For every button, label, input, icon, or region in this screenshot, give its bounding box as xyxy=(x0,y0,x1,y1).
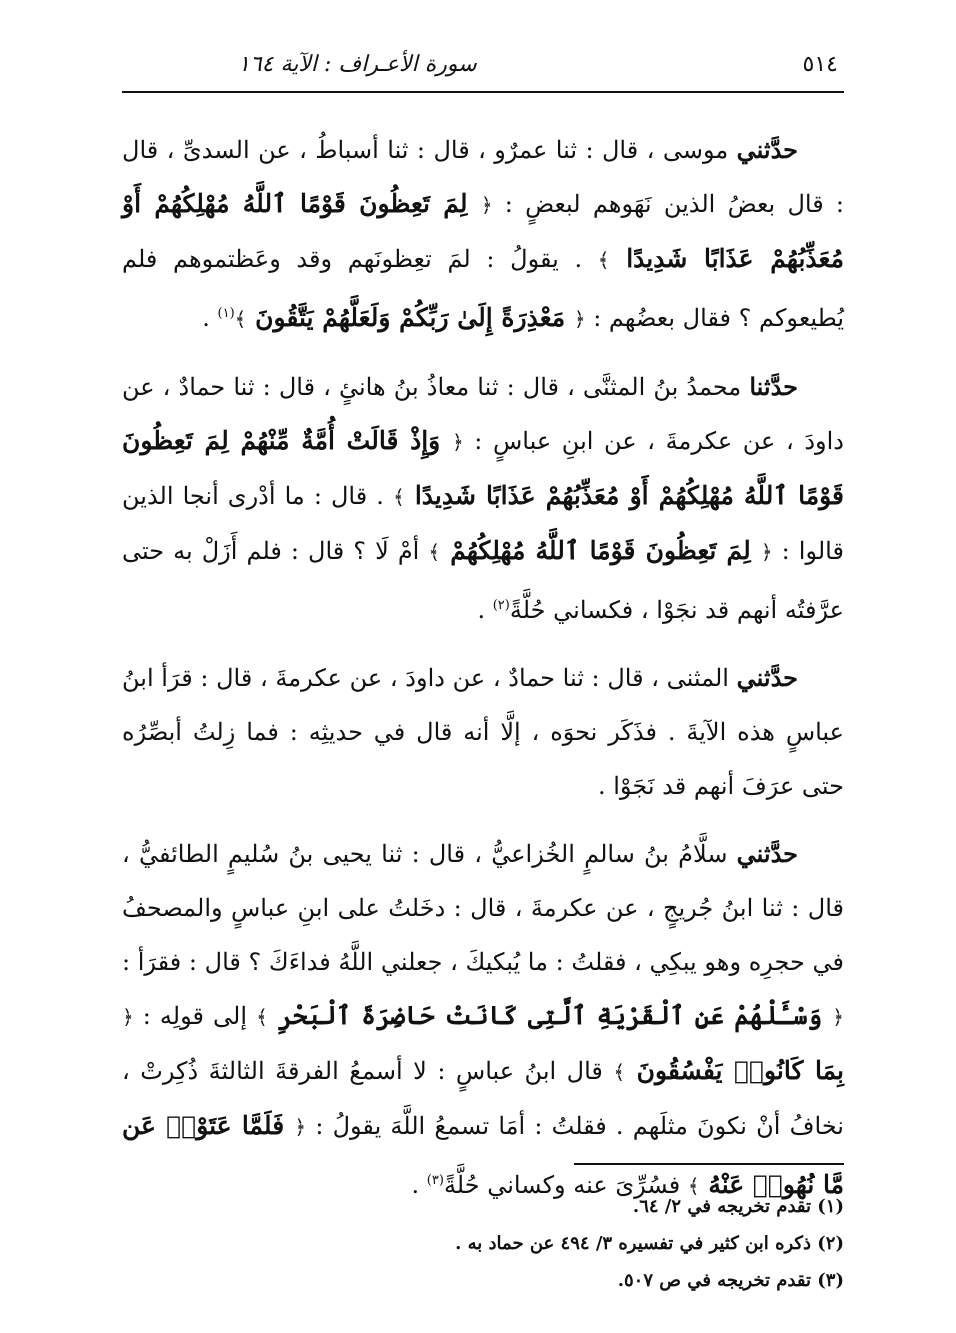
isnad-lead: حدَّثني xyxy=(736,135,798,164)
paragraph-text: فسُرِّىَ عنه وكساني حُلَّةً xyxy=(443,1171,688,1199)
ayah-text: وَإِذْ قَالَتْ أُمَّةٌ مِّنْهُمْ لِمَ تَعِظُونَ قَوْمًا ٱللَّهُ مُهْلِكُهُمْ أَوْ مُعَذِّبُهُمْ عَذَابًا شَدِيدًا xyxy=(122,426,844,510)
paragraph-text: . xyxy=(411,1171,427,1199)
ayah-text: لِمَ تَعِظُونَ قَوْمًا ٱللَّهُ مُهْلِكُهُمْ أَوْ مُعَذِّبُهُمْ عَذَابًا شَدِيدًا xyxy=(122,189,844,273)
ornate-bracket-close: ﴾ xyxy=(687,1174,700,1198)
footnote-ref: (١) xyxy=(217,306,235,321)
ornate-bracket-close: ﴾ xyxy=(256,1005,268,1029)
hadith-paragraph-4 xyxy=(122,827,844,1213)
footnote-2: (٢) ذكره ابن كثير في تفسيره ٣/ ٤٩٤ عن حماد به . xyxy=(455,1233,844,1254)
running-title: سورة الأعـراف : الآية ١٦٤ xyxy=(238,52,477,77)
isnad-lead: حدَّثني xyxy=(736,839,798,868)
paragraph-text: سلَّامُ بنُ سالمٍ الخُزاعيُّ ، قال : ثنا يحيى بنُ سُليمٍ الطائفيُّ ، قال : ثنا ابنُ جُريجٍ ، عن عكرمةَ ، قال : دخَلتُ على ابنِ عباسٍ والمصحفُ في حجرِه وهو يبكِي ، فقلتُ : ما يُبكيكَ ، جعلني اللَّهُ فداءَكَ ؟ قال : فقرَأ : xyxy=(122,840,844,976)
ornate-bracket-close: ﴾ xyxy=(428,540,441,564)
hadith-paragraph-3 xyxy=(122,651,844,813)
paragraph-text: المثنى ، قال : ثنا حمادٌ ، عن داودَ ، عن عكرمةَ ، قال : قرَأ ابنُ عباسٍ هذه الآيةَ . فذَكَر نحوَه ، إلَّا أنه قال في حديثِه : فما زِلتُ أبصِّرُه حتى عرَفَ أنهم قد نَجَوْا . xyxy=(122,664,844,800)
paragraph-text: . يقولُ : لمَ تعِظونَهم وقد وعَظتموهم فلم يُطيعوكم ؟ فقال بعضُهم : xyxy=(122,245,844,332)
quran-quote xyxy=(235,303,586,332)
footnote-ref: (٢) xyxy=(492,598,510,613)
ornate-bracket-close: ﴾ xyxy=(613,1060,626,1084)
paragraph-text: . xyxy=(477,596,493,624)
main-text xyxy=(122,123,844,1213)
ornate-bracket-open: ﴿ xyxy=(451,430,464,454)
ornate-bracket-close: ﴾ xyxy=(597,248,610,272)
ayah-text: لِمَ تَعِظُونَ قَوْمًا ٱللَّهُ مُهْلِكُهُمْ xyxy=(450,536,751,565)
ornate-bracket-open: ﴿ xyxy=(480,193,493,217)
running-header xyxy=(122,52,844,93)
isnad-lead: حدَّثنا xyxy=(749,372,798,401)
ornate-bracket-open: ﴿ xyxy=(294,1115,307,1139)
quran-quote xyxy=(428,536,772,565)
footnote-divider xyxy=(574,1163,844,1165)
ornate-bracket-close: ﴾ xyxy=(392,485,405,509)
paragraph-text: أمْ لَا ؟ قال : فلم أَزَلْ به حتى عرَّفتُه أنهم قد نجَوْا ، فكساني حُلَّةً xyxy=(122,537,844,624)
ornate-bracket-close: ﴾ xyxy=(234,307,247,331)
hadith-paragraph-1 xyxy=(122,123,844,346)
ayah-text: مَعْذِرَةً إِلَىٰ رَبِّكُمْ وَلَعَلَّهُمْ يَتَّقُونَ xyxy=(255,303,566,332)
paragraph-text: قال ابنُ عباسٍ : لا أسمعُ الفرقةَ الثالثةَ ذُكِرتْ ، نخافُ أنْ نكونَ مثلَهم . فقلتُ : أمَا تسمعُ اللَّهَ يقولُ : xyxy=(122,1057,844,1140)
footnote-1: (١) تقدم تخريجه في ٢/ ٦٤. xyxy=(632,1196,844,1217)
ornate-bracket-open: ﴿ xyxy=(573,307,586,331)
ornate-bracket-open: ﴿ xyxy=(832,1005,844,1029)
page-number: ٥١٤ xyxy=(802,52,838,77)
footnote-ref: (٣) xyxy=(426,1173,444,1188)
page xyxy=(122,52,844,1227)
paragraph-text: . قال : ما أدْرى أنجا الذين قالوا : xyxy=(122,482,844,565)
ayah-text: وَسْـَٔلْهُمْ عَنِ ٱلْقَرْيَةِ ٱلَّتِى كَانَتْ حَاضِرَةَ ٱلْبَحْرِ xyxy=(277,1001,823,1030)
paragraph-text: موسى ، قال : ثنا عمرٌو ، قال : ثنا أسباطُ ، عن السدىِّ ، قال : قال بعضُ الذين نَهَوهم لبعضٍ : xyxy=(122,136,844,218)
paragraph-text: . xyxy=(202,304,218,332)
quran-quote xyxy=(256,1001,844,1030)
paragraph-text: إلى قولِه : xyxy=(133,1002,257,1030)
footnote-3: (٣) تقدم تخريجه في ص ٥٠٧. xyxy=(617,1270,844,1291)
footnotes xyxy=(122,1188,844,1299)
hadith-paragraph-2 xyxy=(122,360,844,637)
ayah-text: فَلَمَّا عَتَوْا۟ عَن مَّا نُهُوا۟ عَنْهُ xyxy=(122,1111,844,1199)
isnad-lead: حدَّثني xyxy=(736,663,798,692)
ornate-bracket-open: ﴿ xyxy=(122,1005,134,1029)
ornate-bracket-open: ﴿ xyxy=(760,540,773,564)
paragraph-text: محمدُ بنُ المثنَّى ، قال : ثنا معاذُ بنُ هانئٍ ، قال : ثنا حمادٌ ، عن داودَ ، عن عكرمةَ ، عن ابنِ عباسٍ : xyxy=(122,373,844,455)
ayah-text: بِمَا كَانُوا۟ يَفْسُقُونَ xyxy=(636,1056,844,1085)
